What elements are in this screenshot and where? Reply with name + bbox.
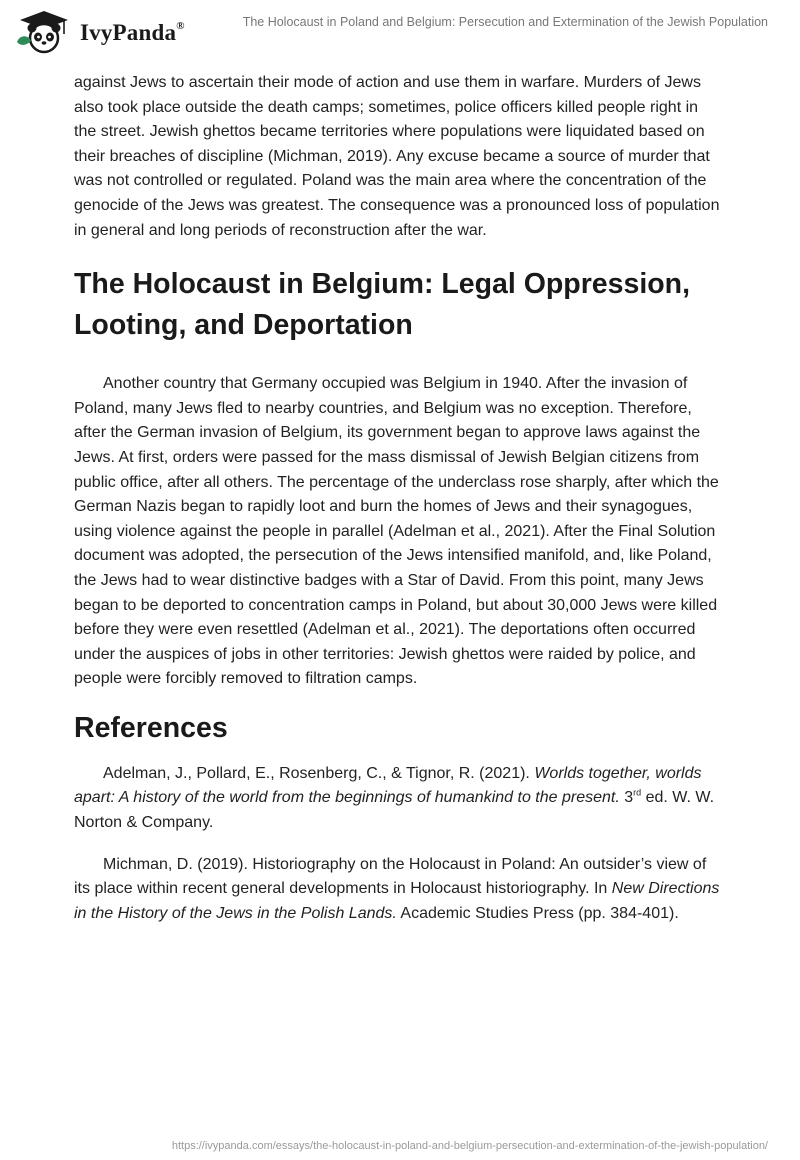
paragraph-belgium: Another country that Germany occupied was Belgium in 1940. After the invasion of Poland, many Jews fled to nearby countries, and Belgium was no exception. Therefore, after the German invasion of Belgium, its government began to approve laws against the Jews. At first, orders were passed for the mass dismissal of Jewish Belgian citizens from public office, after all others. The percentage of the underclass rose sharply, after which the German Nazis began to rapidly loot and burn the homes of Jews and their synagogues, using violence against the people in parallel (Adelman et al., 2021). After the Final Solution document was adopted, the persecution of the Jews intensified manifold, and, like Poland, the Jews had to wear distinctive badges with a Star of David. From this point, many Jews began to be deported to concentration camps in Poland, but about 30,000 Jews were killed before they were even resettled (Adelman et al., 2021). The deportations often occurred under the auspices of jobs in other territories: Jewish ghettos were raided by police, and people were forcibly removed to filtration camps. [74,375,719,688]
paragraph-continued: against Jews to ascertain their mode of action and use them in warfare. Murders of Jews also took place outside the death camps; sometimes, police officers killed people right in the street. Jewish ghettos became territories where populations were liquidated based on their breaches of discipline (Michman, 2019). Any excuse became a source of murder that was not controlled or regulated. Poland was the main area where the concentration of the genocide of the Jews was greatest. The consequence was a pronounced loss of population in general and long periods of reconstruction after the war. [74,74,720,239]
source-url[interactable]: https://ivypanda.com/essays/the-holocaust-in-poland-and-belgium-persecution-and-extermination-of-the-jewish-population/ [171,1140,768,1152]
page-header [0,0,800,58]
ivypanda-logo[interactable] [14,8,224,54]
brand-name: IvyPanda® [80,20,185,45]
reference-adelman: Adelman, J., Pollard, E., Rosenberg, C., & Tignor, R. (2021). Worlds together, worlds apart: A history of the world from the beginnings of humankind to the present. 3rd ed. W. W. Norton & Company. [74,764,715,832]
panda-graduate-icon [14,8,74,54]
reference-michman: Michman, D. (2019). Historiography on the Holocaust in Poland: An outsider’s view of its place within recent general developments in Holocaust historiography. In New Directions in the History of the Jews in the Polish Lands. Academic Studies Press (pp. 384-401). [74,855,720,922]
section-heading-belgium: The Holocaust in Belgium: Legal Oppression, Looting, and Deportation [74,268,690,342]
document-title: The Holocaust in Poland and Belgium: Persecution and Extermination of the Jewish Population [242,15,768,29]
essay-content [74,71,724,943]
section-heading-references: References [74,711,228,744]
